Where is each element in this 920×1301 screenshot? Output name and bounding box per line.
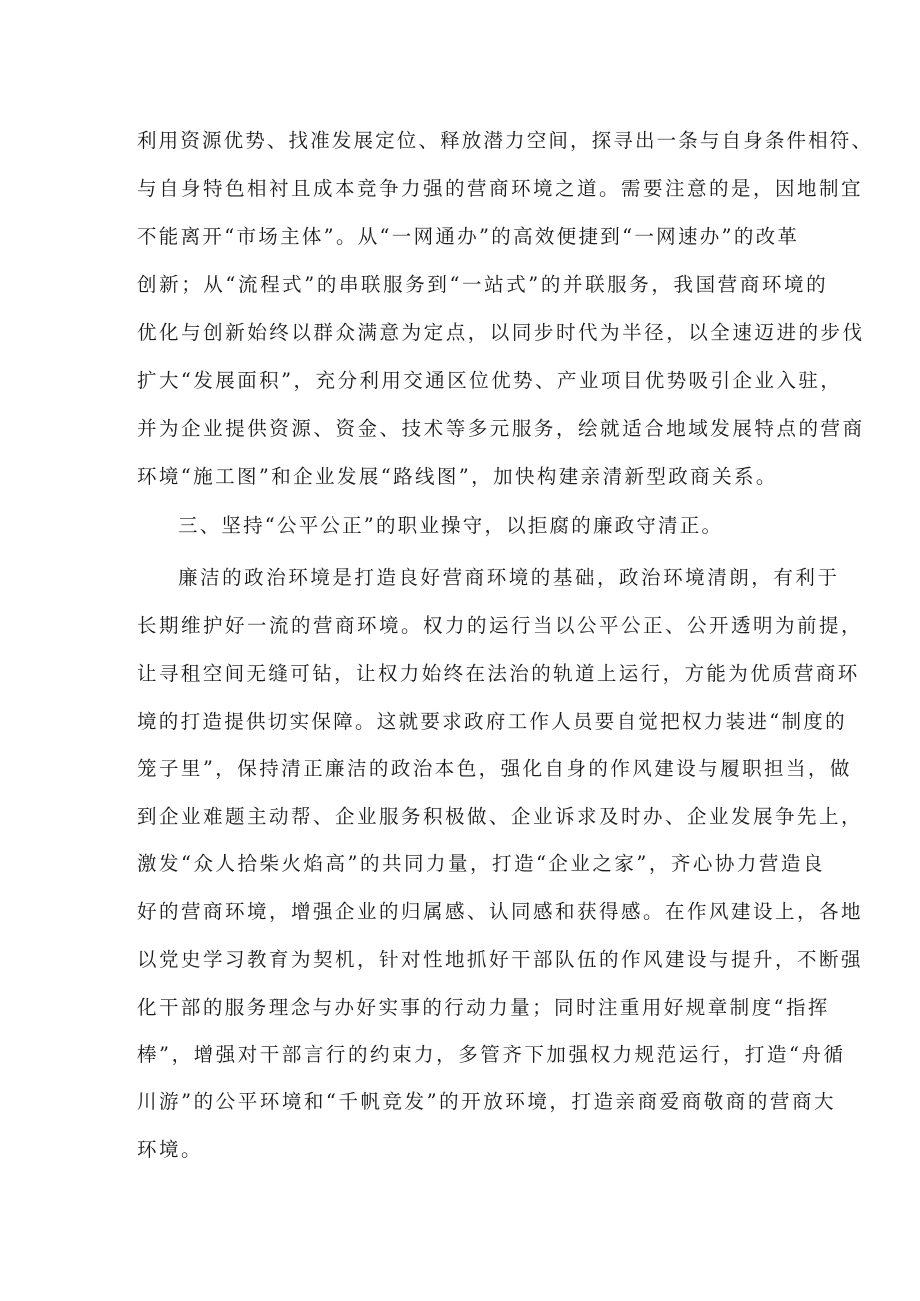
text-line: 笼子里”，保持清正廉洁的政治本色，强化自身的作风建设与履职担当，做 — [137, 757, 852, 780]
text-line: 好的营商环境，增强企业的归属感、认同感和获得感。在作风建设上，各地 — [137, 900, 864, 923]
text-line: 创新；从“流程式”的串联服务到“一站式”的并联服务，我国营商环境的 — [137, 273, 829, 296]
text-line: 不能离开“市场主体”。从“一网通办”的高效便捷到“一网速办”的改革 — [137, 225, 800, 248]
text-line: 川游”的公平环境和“千帆竞发”的开放环境，打造亲商爱商敬商的营商大 — [137, 1090, 837, 1113]
text-line: 与自身特色相衬且成本竞争力强的营商环境之道。需要注意的是，因地制宜 — [137, 177, 864, 200]
text-line: 棒”，增强对干部言行的约束力，多管齐下加强权力规范运行，打造“舟循 — [137, 1043, 846, 1066]
text-line: 到企业难题主动帮、企业服务积极做、企业诉求及时办、企业发展争先上， — [137, 805, 864, 828]
text-line: 环境“施工图”和企业发展“路线图”，加快构建亲清新型政商关系。 — [137, 465, 778, 488]
text-line: 环境。 — [137, 1138, 204, 1161]
text-line: 让寻租空间无缝可钻，让权力始终在法治的轨道上运行，方能为优质营商环 — [137, 662, 860, 685]
text-line: 以党史学习教育为契机，针对性地抓好干部队伍的作风建设与提升，不断强 — [137, 948, 864, 971]
text-line: 廉洁的政治环境是打造良好营商环境的基础，政治环境清朗，有利于 — [178, 566, 840, 589]
text-line: 优化与创新始终以群众满意为定点，以同步时代为半径，以全速迈进的步伐 — [137, 321, 865, 344]
section-heading: 三、坚持“公平公正”的职业操守，以拒腐的廉政守清正。 — [178, 514, 724, 537]
text-line: 激发“众人拾柴火焰高”的共同力量，打造“企业之家”，齐心协力营造良 — [137, 852, 825, 875]
text-line: 并为企业提供资源、资金、技术等多元服务，绘就适合地域发展特点的营商 — [137, 417, 865, 440]
text-line: 境的打造提供切实保障。这就要求政府工作人员要自觉把权力装进“制度的 — [137, 710, 847, 733]
text-line: 化干部的服务理念与办好实事的行动力量；同时注重用好规章制度“指挥 — [137, 996, 830, 1019]
text-line: 扩大“发展面积”，充分利用交通区位优势、产业项目优势吸引企业入驻， — [137, 369, 843, 392]
text-line: 长期维护好一流的营商环境。权力的运行当以公平公正、公开透明为前提， — [137, 614, 864, 637]
text-line: 利用资源优势、找准发展定位、释放潜力空间，探寻出一条与自身条件相符、 — [137, 129, 874, 152]
